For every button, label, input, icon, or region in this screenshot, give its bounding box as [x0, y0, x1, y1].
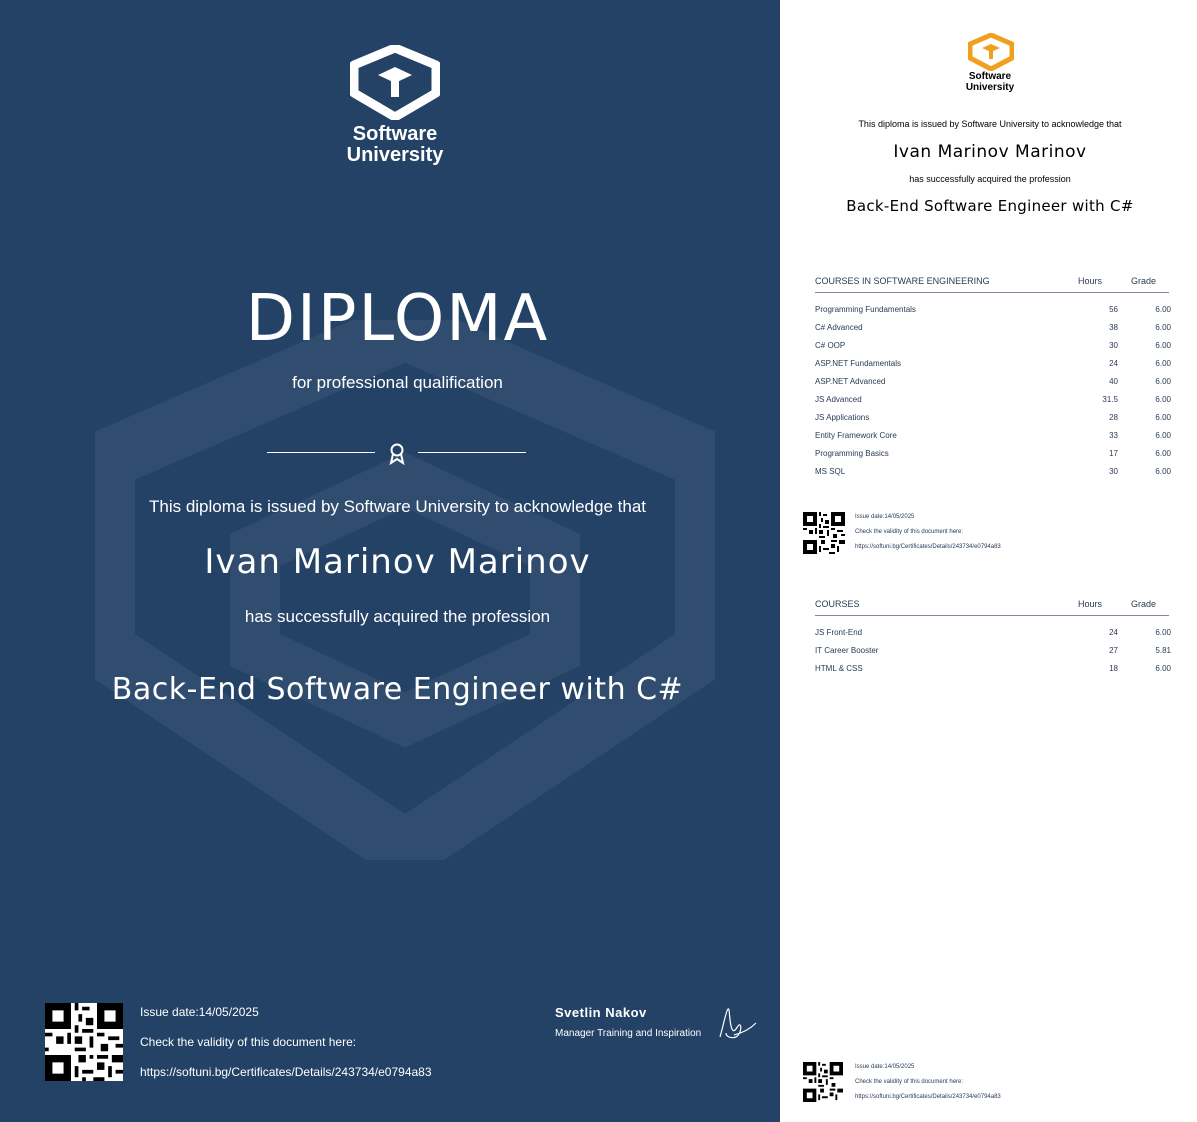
- signature: [712, 1003, 757, 1043]
- course-hours: 30: [1109, 467, 1118, 476]
- course-grade: 6.00: [1155, 359, 1171, 368]
- table-row: [815, 467, 1169, 485]
- course-name: HTML & CSS: [815, 664, 863, 673]
- qr-code-icon-small[interactable]: [803, 512, 845, 554]
- qr-code-icon-bottom[interactable]: [803, 1062, 843, 1102]
- table-row: [815, 323, 1169, 341]
- table1-header-hours: Hours: [1077, 276, 1102, 286]
- diploma-title: DIPLOMA: [245, 282, 550, 356]
- course-hours: 28: [1109, 413, 1118, 422]
- course-name: C# OOP: [815, 341, 846, 350]
- course-name: C# Advanced: [815, 323, 863, 332]
- table1-rule: [815, 292, 1169, 293]
- table-row: [815, 628, 1169, 646]
- course-hours: 31.5: [1102, 395, 1118, 404]
- course-name: Entity Framework Core: [815, 431, 897, 440]
- validity-text: Check the validity of this document here:: [140, 1035, 357, 1049]
- course-grade: 5.81: [1155, 646, 1171, 655]
- table1-header-course: COURSES IN SOFTWARE ENGINEERING: [815, 276, 990, 286]
- course-hours: 33: [1109, 431, 1118, 440]
- transcript-issued-text: This diploma is issued by Software University to acknowledge that: [858, 119, 1122, 129]
- course-grade: 6.00: [1155, 323, 1171, 332]
- course-grade: 6.00: [1155, 413, 1171, 422]
- course-hours: 17: [1109, 449, 1118, 458]
- table-row: [815, 646, 1169, 664]
- divider-right: [418, 452, 526, 453]
- qr-code-icon[interactable]: [45, 1003, 123, 1081]
- table-row: [815, 449, 1169, 467]
- course-hours: 27: [1109, 646, 1118, 655]
- course-hours: 30: [1109, 341, 1118, 350]
- acquired-text: has successfully acquired the profession: [244, 607, 551, 626]
- course-name: IT Career Booster: [815, 646, 879, 655]
- course-hours: 40: [1109, 377, 1118, 386]
- table-row: [815, 305, 1169, 323]
- brand-line-1: Software: [352, 123, 438, 145]
- watermark-logo-icon: [95, 320, 715, 860]
- issued-text: This diploma is issued by Software University to acknowledge that: [148, 497, 646, 516]
- table2-header-grade: Grade: [1130, 599, 1156, 609]
- course-name: MS SQL: [815, 467, 846, 476]
- softuni-logo-icon-orange: [968, 33, 1014, 71]
- course-name: JS Advanced: [815, 395, 862, 404]
- table2-header-hours: Hours: [1077, 599, 1102, 609]
- table-row: [815, 377, 1169, 395]
- course-hours: 24: [1109, 628, 1118, 637]
- recipient-name: Ivan Marinov Marinov: [204, 542, 591, 582]
- course-grade: 6.00: [1155, 395, 1171, 404]
- brand-line-2: University: [346, 144, 444, 166]
- course-grade: 6.00: [1155, 305, 1171, 314]
- diploma-subtitle: for professional qualification: [292, 373, 503, 392]
- course-hours: 24: [1109, 359, 1118, 368]
- course-grade: 6.00: [1155, 341, 1171, 350]
- signatory-name: Svetlin Nakov: [555, 1005, 647, 1020]
- course-hours: 56: [1109, 305, 1118, 314]
- profession-title: Back-End Software Engineer with C#: [111, 672, 684, 707]
- transcript-profession: Back-End Software Engineer with C#: [846, 197, 1134, 215]
- brand-line-1-small: Software: [968, 71, 1012, 82]
- course-grade: 6.00: [1155, 431, 1171, 440]
- table-row: [815, 413, 1169, 431]
- validity-url-small[interactable]: https://softuni.bg/Certificates/Details/243734/e0794a83: [855, 544, 1001, 550]
- brand-line-2-small: University: [965, 82, 1015, 93]
- table2-rule: [815, 615, 1169, 616]
- issue-date: Issue date:14/05/2025: [140, 1005, 259, 1019]
- transcript-recipient: Ivan Marinov Marinov: [893, 142, 1087, 162]
- signatory-title: Manager Training and Inspiration: [555, 1028, 702, 1039]
- issue-date-bottom: Issue date:14/05/2025: [855, 1064, 915, 1070]
- validity-url-bottom[interactable]: https://softuni.bg/Certificates/Details/243734/e0794a83: [855, 1094, 1001, 1100]
- validity-text-small: Check the validity of this document here:: [855, 529, 964, 535]
- course-grade: 6.00: [1155, 449, 1171, 458]
- validity-text-bottom: Check the validity of this document here:: [855, 1079, 964, 1085]
- course-name: ASP.NET Fundamentals: [815, 359, 901, 368]
- course-grade: 6.00: [1155, 664, 1171, 673]
- table-row: [815, 395, 1169, 413]
- course-name: ASP.NET Advanced: [815, 377, 886, 386]
- issue-date-small: Issue date:14/05/2025: [855, 514, 915, 520]
- table1-header-grade: Grade: [1130, 276, 1156, 286]
- table2-header-course: COURSES: [815, 599, 860, 609]
- course-name: JS Front-End: [815, 628, 863, 637]
- table-row: [815, 341, 1169, 359]
- divider-left: [267, 452, 375, 453]
- softuni-logo-icon: [350, 45, 440, 120]
- course-name: Programming Basics: [815, 449, 889, 458]
- course-grade: 6.00: [1155, 377, 1171, 386]
- table-row: [815, 359, 1169, 377]
- validity-url[interactable]: https://softuni.bg/Certificates/Details/243734/e0794a83: [140, 1065, 432, 1079]
- award-ribbon-icon: [388, 443, 406, 465]
- table-row: [815, 664, 1169, 682]
- course-hours: 38: [1109, 323, 1118, 332]
- course-name: Programming Fundamentals: [815, 305, 916, 314]
- course-name: JS Applications: [815, 413, 870, 422]
- table-row: [815, 431, 1169, 449]
- transcript-acquired-text: has successfully acquired the profession: [909, 174, 1071, 184]
- course-grade: 6.00: [1155, 467, 1171, 476]
- course-hours: 18: [1109, 664, 1118, 673]
- course-grade: 6.00: [1155, 628, 1171, 637]
- transcript-page: [780, 0, 1197, 1122]
